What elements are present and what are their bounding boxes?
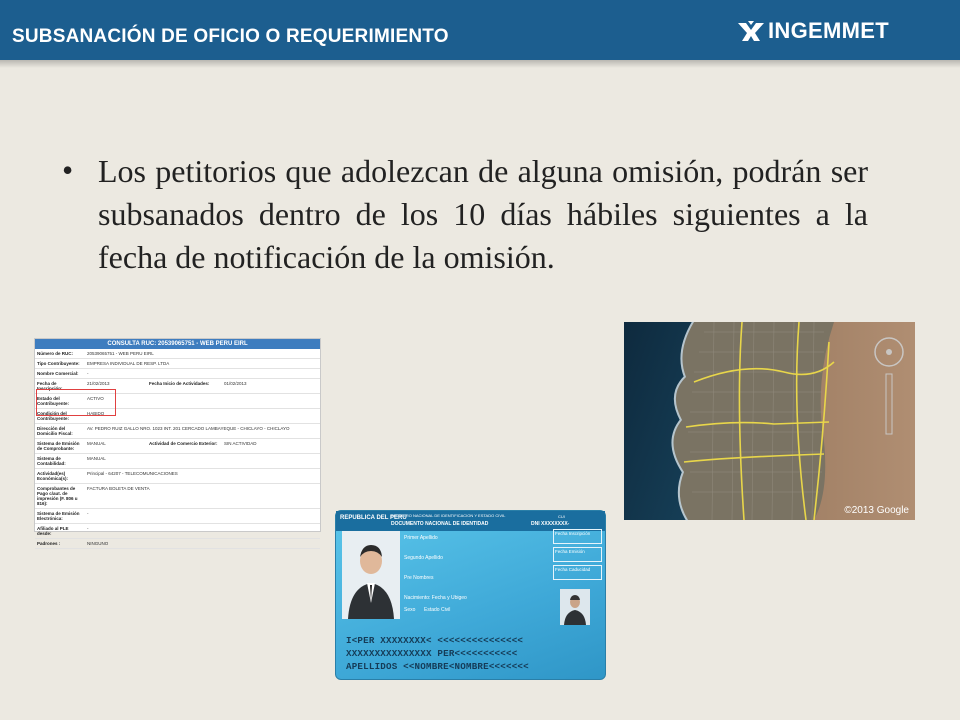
dni-mrz-line-1: I<PER XXXXXXXX< <<<<<<<<<<<<<<<: [346, 635, 524, 646]
satellite-map-image: [624, 322, 915, 520]
ruc-row-value: 20539065751 - WEB PERU EIRL: [87, 351, 154, 356]
ruc-row-label: Condición del Contribuyente:: [37, 411, 69, 421]
header-bar: [0, 0, 960, 60]
dni-mini-photo: [560, 589, 590, 625]
ruc-row-value: -: [87, 511, 89, 516]
ruc-row-value: EMPRESA INDIVIDUAL DE RESP. LTDA: [87, 361, 170, 366]
ingemmet-logo-icon: [736, 19, 766, 43]
ruc-row-value: -: [87, 371, 89, 376]
ruc-table: [35, 349, 320, 549]
ruc-row-label: Padrones :: [37, 541, 61, 546]
ruc-row-label: Dirección del Domicilio Fiscal:: [37, 426, 73, 436]
ruc-row-label: Nombre Comercial:: [37, 371, 79, 376]
ruc-row-label: Actividad(es) Económica(s):: [37, 471, 69, 481]
dni-mrz-line-2: XXXXXXXXXXXXXXX PER<<<<<<<<<<<: [346, 648, 518, 659]
dni-box-fecha-emision: Fecha Emisión: [553, 547, 602, 562]
dni-field-estado-civil: Estado Civil: [424, 607, 451, 613]
ruc-row: [35, 539, 320, 549]
ruc-row: [35, 509, 320, 524]
ruc-row-value: HABIDO: [87, 411, 105, 416]
ruc-row-label-2: Fecha Inicio de Actividades:: [149, 381, 210, 386]
dni-mrz-line-3: APELLIDOS <<NOMBRE<NOMBRE<<<<<<<: [346, 661, 529, 672]
ruc-row: [35, 524, 320, 539]
bullet-text: Los petitorios que adolezcan de alguna omisión, podrán ser subsanados dentro de los 10 días hábiles siguientes a la fecha de notificación de la omisión.: [98, 153, 868, 275]
dni-registry: REGISTRO NACIONAL DE IDENTIFICACION Y ESTADO CIVIL: [391, 513, 506, 518]
ruc-row-label: Comprobantes de Pago c/aut. de impresión (F. 806 u 816):: [37, 486, 78, 506]
bullet-icon: •: [62, 152, 74, 188]
dni-field-sexo: Sexo: [404, 607, 416, 613]
ruc-row-label: Sistema de Emisión Electrónica:: [37, 511, 80, 521]
person-mini-icon: [560, 589, 590, 625]
ruc-row-label: Número de RUC:: [37, 351, 74, 356]
ruc-row-value: Principal - 64207 - TELECOMUNICACIONES: [87, 471, 178, 476]
ruc-status-highlight: [36, 389, 116, 416]
ruc-row: [35, 484, 320, 509]
ruc-row-label: Fecha de Inscripción:: [37, 381, 63, 391]
ruc-row-label: Sistema de Contabilidad:: [37, 456, 66, 466]
ruc-row-value: MANUAL: [87, 441, 106, 446]
ruc-title: CONSULTA RUC: 20539065751 - WEB PERU EIRL: [35, 339, 320, 349]
dni-cui: CUI: [558, 514, 565, 519]
dni-field-pre-nombres: Pre Nombres: [404, 575, 434, 581]
dni-photo: [342, 531, 400, 619]
ruc-row: [35, 439, 320, 454]
logo-text: INGEMMET: [768, 18, 889, 43]
slide-title: SUBSANACIÓN DE OFICIO O REQUERIMIENTO: [12, 26, 449, 47]
dni-doc-number: DNI XXXXXXXX-: [531, 521, 570, 527]
map-watermark: ©2013 Google: [844, 505, 909, 516]
ruc-row: [35, 359, 320, 369]
ruc-row-value: ACTIVO: [87, 396, 104, 401]
ruc-row-label: Estado del Contribuyente:: [37, 396, 69, 406]
ruc-row: [35, 454, 320, 469]
header-shadow: [0, 60, 960, 68]
ruc-row-value: -: [87, 526, 89, 531]
dni-country: REPUBLICA DEL PERU: [340, 515, 407, 521]
dni-card-image: [335, 510, 606, 680]
ruc-row-label: Afiliado al PLE desde:: [37, 526, 69, 536]
ruc-row-value: AV. PEDRO RUIZ GALLO NRO. 1023 INT. 201 CERCADO LAMBAYEQUE - CHICLAYO - CHICLAYO: [87, 426, 290, 431]
dni-box-fecha-caducidad: Fecha Caducidad: [553, 565, 602, 580]
dni-field-primer-apellido: Primer Apellido: [404, 535, 438, 541]
ruc-row: [35, 469, 320, 484]
ruc-consulta-image: [34, 338, 321, 546]
ruc-row-value: 21/02/2013: [87, 381, 110, 386]
ruc-row-label: Sistema de Emisión de Comprobante:: [37, 441, 80, 451]
dni-box-fecha-inscripcion: Fecha Inscripción: [553, 529, 602, 544]
person-silhouette-icon: [342, 531, 400, 619]
ruc-row-label: Tipo Contribuyente:: [37, 361, 80, 366]
ruc-row-value: NINGUNO: [87, 541, 109, 546]
dni-doc-title: DOCUMENTO NACIONAL DE IDENTIDAD: [391, 521, 489, 527]
dni-field-segundo-apellido: Segundo Apellido: [404, 555, 443, 561]
ruc-row-value-2: SIN ACTIVIDAD: [224, 441, 257, 446]
ruc-row-value: MANUAL: [87, 456, 106, 461]
dni-field-nacimiento: Nacimiento: Fecha y Ubigeo: [404, 595, 467, 601]
ingemmet-logo: [736, 18, 889, 44]
map-graphic: [624, 322, 915, 520]
ruc-row-value: FACTURA BOLETA DE VENTA: [87, 486, 150, 491]
ruc-row-label-2: Actividad de Comercio Exterior:: [149, 441, 218, 446]
ruc-row: [35, 424, 320, 439]
ruc-row-value-2: 01/02/2013: [224, 381, 247, 386]
ruc-row: [35, 349, 320, 359]
ruc-row: [35, 369, 320, 379]
